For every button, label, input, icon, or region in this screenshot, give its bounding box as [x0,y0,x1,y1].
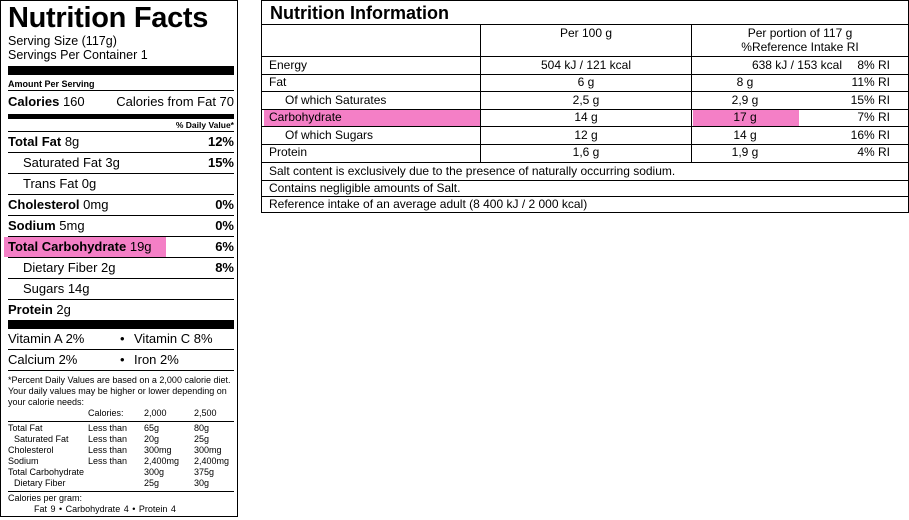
row-ri: 8% RI [857,58,890,72]
limit-2000: 25g [144,478,160,488]
column-header-ri: %Reference Intake RI [741,40,859,54]
limit-cond: Less than [88,434,128,444]
limit-cond [88,478,144,489]
vitamin-row [8,329,234,350]
limit-2000: 20g [144,434,160,444]
note-reference-intake: Reference intake of an average adult (8 400 kJ / 2 000 kcal) [269,197,588,211]
row-label-energy: Energy [269,58,308,72]
limit-2500: 300mg [194,445,222,455]
nutrient-label-cell [8,237,152,257]
nutrient-row-trans-fat [8,174,234,195]
reference-calories-label: Calories: [88,408,124,418]
limit-name: Saturated Fat [14,434,69,444]
nutrient-label-cell [8,258,116,278]
row-label-sugars: Of which Sugars [285,128,374,142]
limit-2000: 300g [144,467,165,477]
nutrient-amount: 19g [129,239,152,254]
nutrition-facts-title: Nutrition Facts [8,2,209,34]
daily-value-footnote: *Percent Daily Values are based on a 2,000 calorie diet. Your daily values may be higher or lower depending on your calorie needs: [8,375,231,407]
limit-2000: 65g [144,423,160,433]
nutrient-row-sodium [8,216,234,237]
nutrient-label-cell [8,132,79,152]
limit-2500: 2,400mg [194,456,230,466]
calories-from-fat: Calories from Fat 70 [116,94,234,109]
table-row [8,478,234,489]
limit-name: Dietary Fiber [14,478,66,488]
calories-cell [8,94,85,110]
reference-header-row [8,408,234,419]
row-portion: 1,9 g [731,145,759,159]
nutrient-label-cell [8,195,108,215]
amount-per-serving: Amount Per Serving [8,79,95,89]
nutrient-row-dietary-fiber [8,258,234,279]
column-header-per-100g: Per 100 g [559,26,613,40]
nutrient-name: Saturated Fat [23,155,102,170]
daily-value-limits-table [8,423,234,489]
row-label-saturates: Of which Saturates [285,93,387,107]
nutrient-row-saturated-fat [8,153,234,174]
table-row [8,445,234,456]
nutrient-pct: 0% [215,197,234,212]
column-header-portion: Per portion of 117 g [747,26,853,40]
nutrient-pct: 15% [207,155,234,170]
calcium: Calcium 2% [8,352,78,367]
nutrient-label-cell [8,153,120,173]
row-per100: 12 g [574,128,598,142]
calories-row [8,90,234,114]
row-portion: 8 g [736,75,754,89]
limit-name: Total Fat [8,423,43,433]
limit-cond: Less than [88,423,128,433]
nutrient-amount: 2g [101,260,116,275]
vitamin-a: Vitamin A 2% [8,331,85,346]
serving-size: Serving Size (117g) [8,34,117,48]
nutrient-pct: 6% [215,239,234,254]
daily-value-header: % Daily Value* [8,119,234,132]
limit-2500: 80g [194,423,210,433]
nutrient-name: Sugars [23,281,65,296]
table-row [8,423,234,434]
nutrient-label-cell [8,174,96,194]
table-row [8,434,234,445]
limit-2000: 2,400mg [144,456,180,466]
limit-2500: 375g [194,467,215,477]
calories-per-gram-label: Calories per gram: [8,493,83,503]
nutrient-name: Protein [8,302,53,317]
nutrient-name: Trans Fat [23,176,79,191]
row-per100: 1,6 g [572,145,600,159]
calories-value: 160 [62,94,85,109]
divider-thick [8,320,234,329]
nutrient-row-total-fat [8,132,234,153]
nutrient-name: Total Carbohydrate [8,239,127,254]
limit-2500: 30g [194,478,210,488]
row-ri: 4% RI [857,145,890,159]
row-ri: 11% RI [851,75,890,89]
nutrient-name: Dietary Fiber [23,260,98,275]
nutrient-label-cell [8,216,85,236]
calories-per-gram-values: Fat 9 • Carbohydrate 4 • Protein 4 [34,504,176,514]
row-portion: 638 kJ / 153 kcal [751,58,842,72]
nutrient-amount: 0g [81,176,97,191]
calories-label: Calories [8,94,60,109]
row-ri: 7% RI [857,110,890,124]
row-per100: 14 g [574,110,598,124]
iron: Iron 2% [134,352,179,367]
row-portion: 17 g [733,110,757,124]
row-label-fat: Fat [269,75,287,89]
nutrient-amount: 8g [64,134,80,149]
nutrient-amount: 14g [67,281,90,296]
servings-per-container: Servings Per Container 1 [8,48,148,62]
limit-name: Cholesterol [8,445,54,455]
nutrition-information-title: Nutrition Information [270,3,449,23]
divider-thick [8,66,234,75]
limit-cond: Less than [88,445,128,455]
row-portion: 2,9 g [731,93,759,107]
divider-thin [8,491,234,492]
nutrient-amount: 3g [105,155,120,170]
reference-2500: 2,500 [194,408,217,418]
divider-thin [8,421,234,422]
row-per100: 504 kJ / 121 kcal [540,58,632,72]
nutrient-name: Sodium [8,218,56,233]
row-portion: 14 g [733,128,757,142]
mineral-row [8,350,234,371]
nutrient-amount: 0mg [83,197,109,212]
nutrient-pct: 0% [215,218,234,233]
table-row [8,467,234,478]
nutrient-pct: 8% [215,260,234,275]
note-salt-sodium: Salt content is exclusively due to the presence of naturally occurring sodium. [269,164,676,178]
nutrient-pct: 12% [207,134,234,149]
limit-cond: Less than [88,456,128,466]
row-ri: 16% RI [850,128,890,142]
nutrition-facts-panel [0,0,238,517]
note-negligible-salt: Contains negligible amounts of Salt. [269,181,461,195]
nutrient-name: Total Fat [8,134,62,149]
limit-name: Total Carbohydrate [8,467,85,477]
nutrient-row-protein [8,300,234,320]
limit-cond [88,467,144,478]
table-row [8,456,234,467]
nutrition-information-table [261,0,909,213]
row-ri: 15% RI [850,93,890,107]
nutrient-amount: 2g [56,302,71,317]
limit-name: Sodium [8,456,39,466]
nutrient-row-total-carbohydrate [8,237,234,258]
reference-2000: 2,000 [144,408,167,418]
bullet: • [120,331,125,346]
vitamin-c: Vitamin C 8% [134,331,213,346]
row-label-carbohydrate: Carbohydrate [269,110,342,124]
limit-2000: 300mg [144,445,172,455]
nutrient-label-cell [8,279,90,299]
nutrient-name: Cholesterol [8,197,80,212]
bullet: • [120,352,125,367]
nutrient-label-cell [8,300,71,320]
row-per100: 6 g [577,75,595,89]
daily-value-reference-table [8,408,234,419]
row-per100: 2,5 g [572,93,600,107]
nutrient-row-cholesterol [8,195,234,216]
limit-2500: 25g [194,434,210,444]
nutrient-row-sugars [8,279,234,300]
row-label-protein: Protein [269,145,308,159]
nutrient-amount: 5mg [59,218,85,233]
